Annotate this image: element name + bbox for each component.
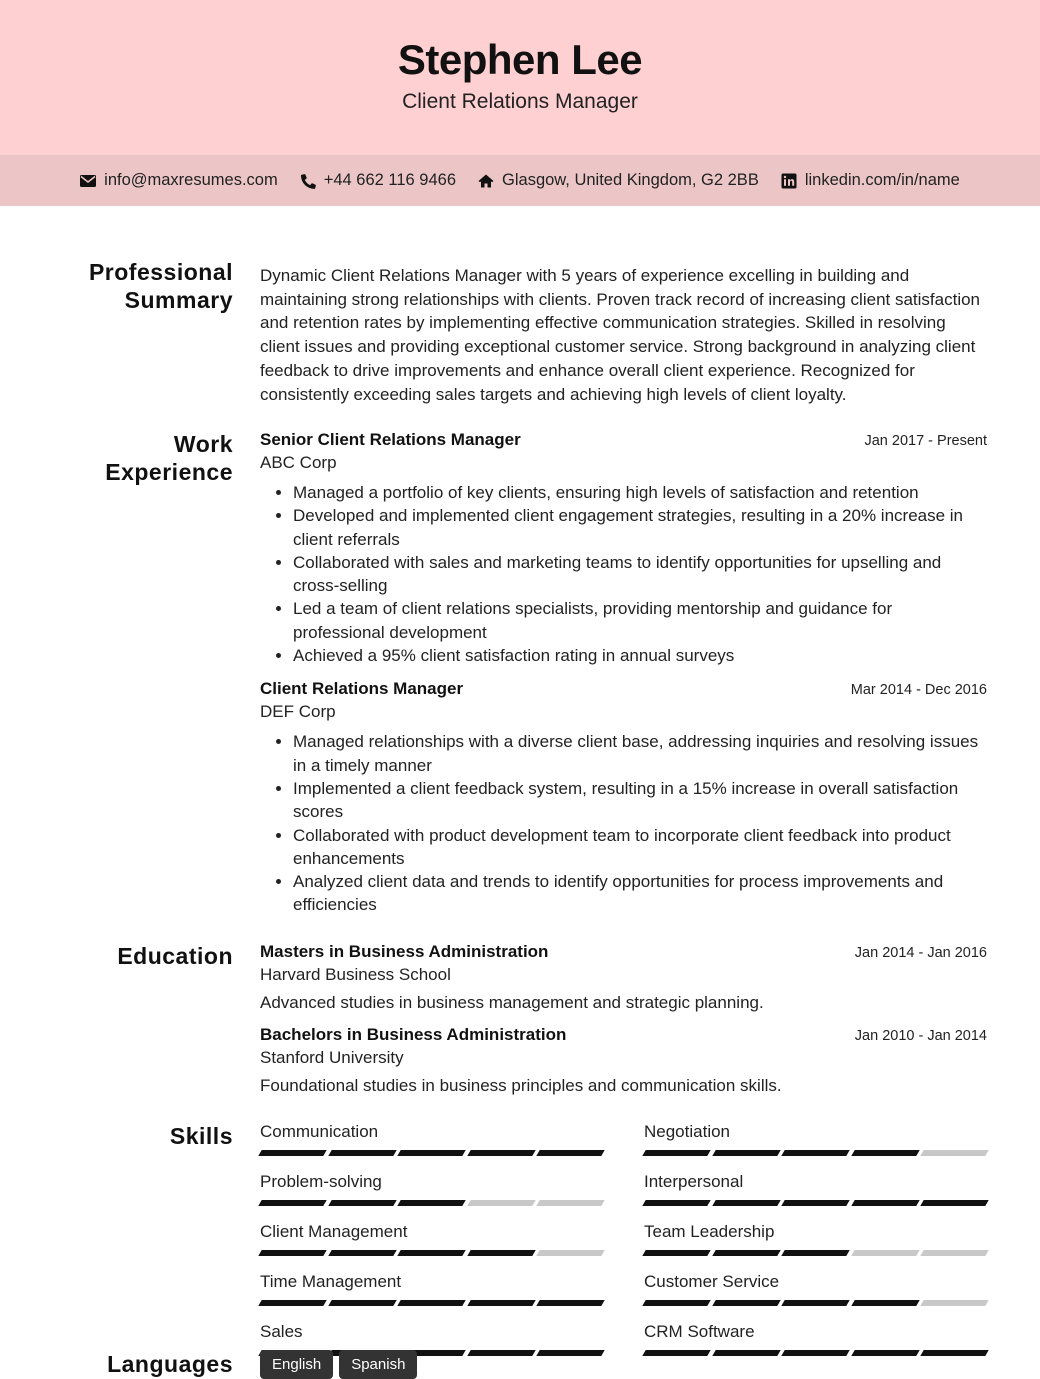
contact-email[interactable] [80,171,278,190]
skill-item [644,1222,987,1256]
skill-level-segment [921,1200,989,1206]
work-entries [260,430,987,917]
summary-heading [33,258,233,314]
job-bullets [260,481,987,667]
skill-level-segment [781,1150,849,1156]
skill-level-segment [712,1300,780,1306]
skill-level-segment [781,1250,849,1256]
skill-level-segment [537,1300,605,1306]
skill-level-segment [467,1300,535,1306]
language-tag: English [260,1350,333,1379]
skill-item [260,1272,603,1306]
skill-level-segment [712,1150,780,1156]
skill-level-segment [328,1300,396,1306]
skill-level-segment [642,1300,710,1306]
skill-name: Customer Service [644,1272,780,1291]
skill-level-segment [397,1150,465,1156]
job-date: Mar 2014 - Dec 2016 [850,682,987,699]
education-entry [260,1025,987,1096]
job-bullet: • Implemented a client feedback system, resulting in a 15% increase in overall satisfaction scores [293,777,987,824]
contact-address-text: Glasgow, United Kingdom, G2 2BB [502,171,759,189]
work-heading [33,430,233,486]
education-heading: Education [117,943,233,969]
skill-level-segment [851,1150,919,1156]
skill-level-segment [258,1150,326,1156]
skill-name: Negotiation [644,1122,731,1141]
skill-level-segment [467,1250,535,1256]
skill-level-segment [642,1150,710,1156]
skill-name: Sales [260,1322,303,1341]
skill-level-segment [781,1300,849,1306]
home-icon [478,173,494,189]
languages-list [260,1350,987,1379]
skill-level-segment [467,1200,535,1206]
skill-item [644,1172,987,1206]
job-entry [260,430,987,667]
skill-level-segment [537,1200,605,1206]
job-bullet: • Collaborated with sales and marketing teams to identify opportunities for upselling and cross-selling [293,551,987,598]
summary-text: Dynamic Client Relations Manager with 5 years of experience excelling in building and maintaining strong relationships with clients. Proven track record of increasing client satisfaction and retention rates by implementing effective communication strategies. Skilled in resolving client issues and providing exceptional customer service. Strong background in analyzing client feedback to drive improvements and enhance overall client experience. Recognized for consistently exceeding sales targets and achieving high levels of client loyalty. [260,266,981,404]
skill-level-segment [642,1200,710,1206]
contact-address [478,171,759,190]
envelope-icon [80,173,96,189]
skill-name: Communication [260,1122,379,1141]
skill-level-bar [260,1200,603,1206]
skill-level-segment [781,1200,849,1206]
job-title: Senior Client Relations Manager [260,430,521,449]
education-entries [260,942,987,1096]
candidate-title: Client Relations Manager [402,90,638,113]
job-bullet: • Managed relationships with a diverse client base, addressing inquiries and resolving issues in a timely manner [293,730,987,777]
skill-name: Client Management [260,1222,408,1241]
contact-phone-text: +44 662 116 9466 [323,171,457,189]
job-bullet: • Collaborated with product development team to incorporate client feedback into product enhancements [293,824,987,871]
skill-level-segment [851,1250,919,1256]
resume-header [0,0,1040,155]
skill-level-segment [258,1300,326,1306]
skill-level-bar [644,1150,987,1156]
skill-name: Team Leadership [644,1222,775,1241]
skill-item [260,1222,603,1256]
skill-item [644,1122,987,1156]
contact-phone[interactable] [300,171,456,190]
skill-level-segment [397,1200,465,1206]
skill-item [644,1272,987,1306]
job-bullet: • Developed and implemented client engagement strategies, resulting in a 20% increase in client referrals [293,504,987,551]
skill-level-segment [328,1150,396,1156]
skill-level-bar [644,1200,987,1206]
contact-linkedin[interactable] [781,171,960,190]
job-bullet: • Analyzed client data and trends to identify opportunities for process improvements and efficiencies [293,870,987,917]
work-heading-line1: Work [173,431,233,457]
phone-icon [300,173,316,189]
linkedin-icon [781,173,797,189]
contact-email-text: info@maxresumes.com [104,171,278,189]
skill-level-segment [921,1150,989,1156]
skill-level-segment [921,1250,989,1256]
skill-level-segment [712,1250,780,1256]
skills-heading: Skills [169,1123,233,1149]
skill-level-bar [644,1250,987,1256]
skill-level-segment [851,1300,919,1306]
skill-level-segment [397,1300,465,1306]
skill-level-segment [258,1250,326,1256]
skill-name: Problem-solving [260,1172,382,1191]
job-entry [260,679,987,916]
degree-title: Masters in Business Administration [260,942,549,961]
skill-level-segment [537,1250,605,1256]
skill-level-segment [258,1200,326,1206]
job-company: DEF Corp [260,702,336,722]
education-description: Foundational studies in business principles and communication skills. [260,1076,782,1095]
summary-heading-line1: Professional [88,259,233,285]
skill-name: Interpersonal [644,1172,744,1191]
school-name: Harvard Business School [260,965,451,984]
education-date: Jan 2014 - Jan 2016 [854,945,987,961]
contact-linkedin-text: linkedin.com/in/name [804,171,960,189]
job-bullet: • Led a team of client relations specialists, providing mentorship and guidance for professional development [293,597,987,644]
skill-level-bar [260,1250,603,1256]
skill-level-segment [328,1250,396,1256]
candidate-name: Stephen Lee [397,36,643,83]
work-heading-line2: Experience [105,459,233,485]
skill-level-segment [921,1300,989,1306]
education-date: Jan 2010 - Jan 2014 [854,1028,987,1044]
job-bullets [260,730,987,916]
skill-name: Time Management [260,1272,402,1291]
language-tag: Spanish [339,1350,417,1379]
job-bullet: • Managed a portfolio of key clients, ensuring high levels of satisfaction and retention [293,481,987,504]
skill-level-bar [260,1150,603,1156]
school-name: Stanford University [260,1048,404,1067]
skill-level-segment [712,1200,780,1206]
skill-item [260,1122,603,1156]
education-entry [260,942,987,1013]
skill-level-bar [260,1300,603,1306]
skill-name: CRM Software [644,1322,755,1341]
degree-title: Bachelors in Business Administration [260,1025,567,1044]
job-date: Jan 2017 - Present [864,433,987,449]
job-bullet: • Achieved a 95% client satisfaction rating in annual surveys [293,644,987,667]
skill-level-segment [328,1200,396,1206]
skill-level-segment [467,1150,535,1156]
education-description: Advanced studies in business management and strategic planning. [260,993,764,1012]
skill-level-segment [851,1200,919,1206]
skill-level-segment [397,1250,465,1256]
languages-heading: Languages [107,1351,233,1377]
summary-heading-line2: Summary [124,287,233,313]
skill-level-bar [644,1300,987,1306]
skill-item [260,1172,603,1206]
job-company: ABC Corp [260,453,337,472]
skill-level-segment [537,1150,605,1156]
job-title: Client Relations Manager [260,679,464,699]
skill-level-segment [642,1250,710,1256]
contact-bar [0,155,1040,206]
